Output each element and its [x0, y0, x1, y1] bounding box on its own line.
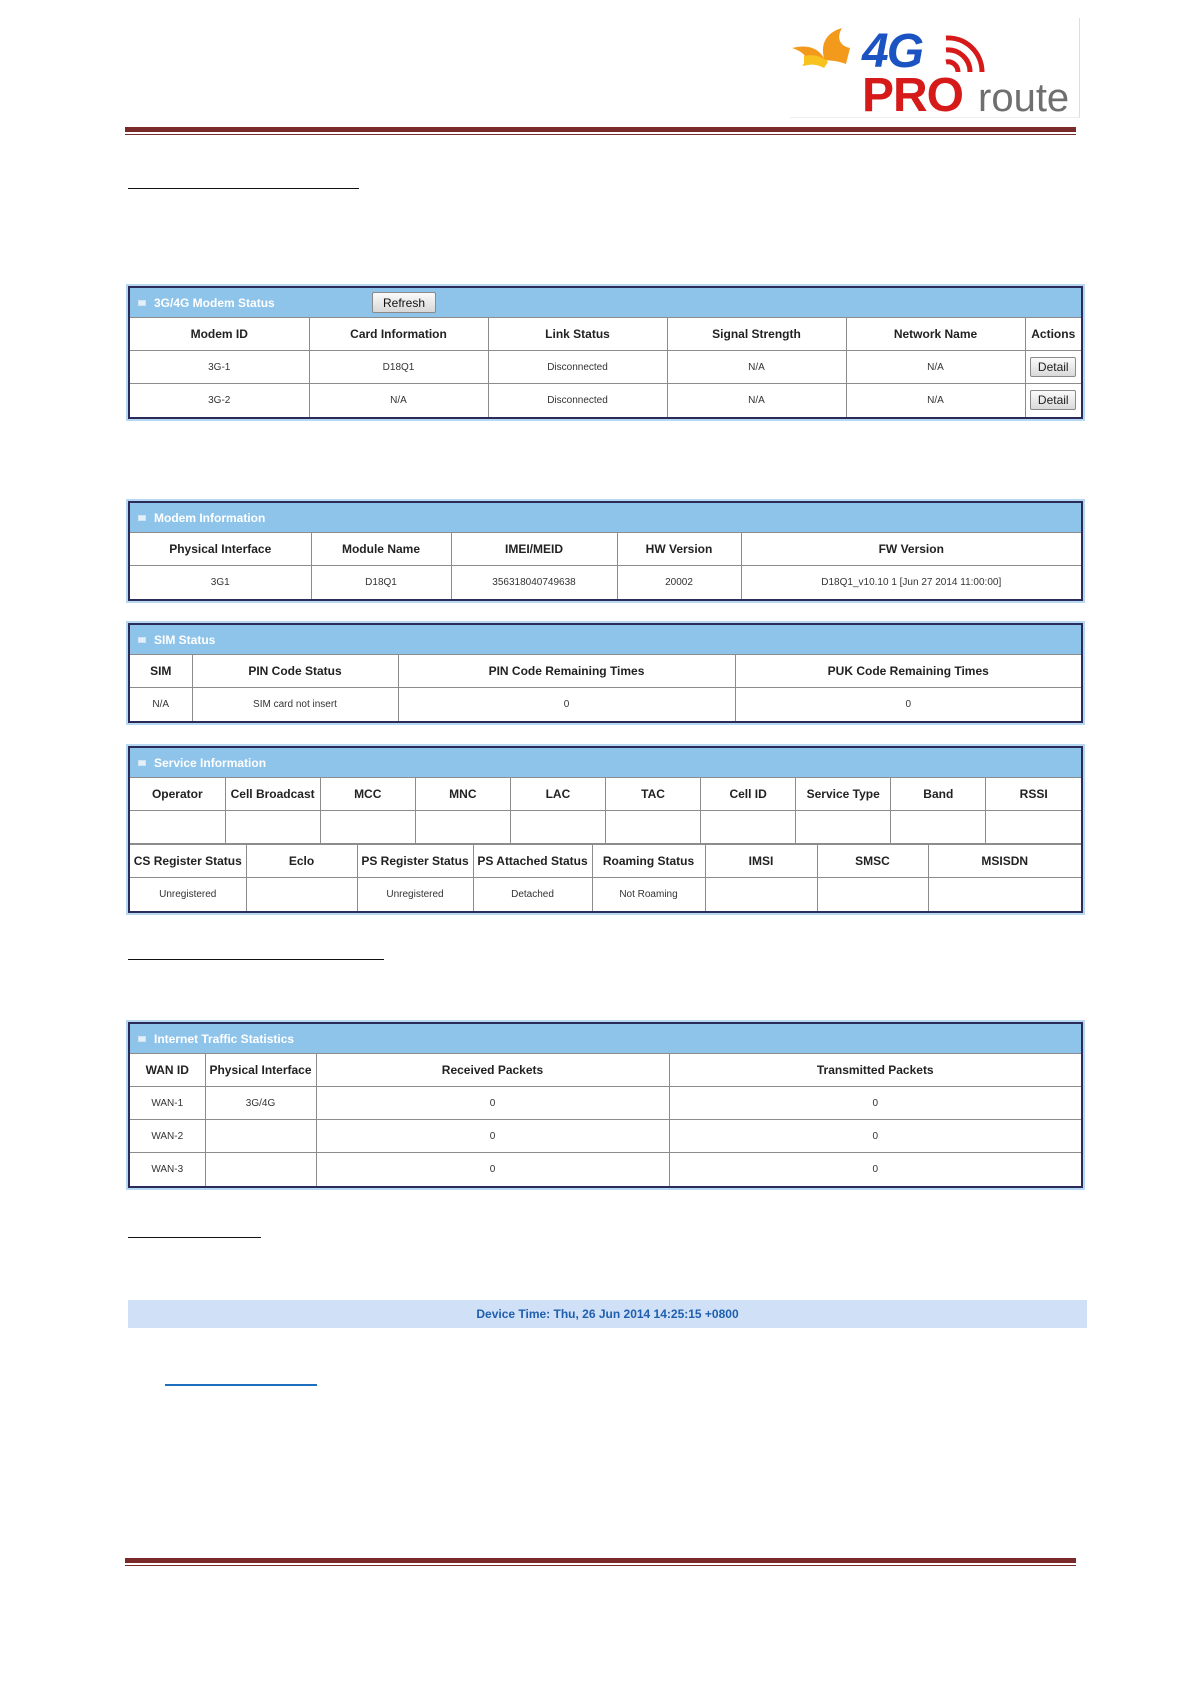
column-header: Card Information — [309, 318, 488, 351]
link-status-cell: Disconnected — [488, 351, 667, 384]
collapse-icon[interactable] — [138, 760, 146, 766]
panel-header — [130, 748, 1081, 777]
lac-cell — [510, 811, 605, 844]
hw-version-cell: 20002 — [617, 566, 741, 599]
link-underline — [165, 1384, 317, 1386]
modem-info-table — [130, 532, 1081, 599]
card-info-cell: N/A — [309, 384, 488, 417]
service-info-panel — [128, 746, 1083, 913]
service-info-table-2 — [130, 844, 1081, 911]
column-header: PIN Code Status — [192, 655, 398, 688]
column-header: Signal Strength — [667, 318, 846, 351]
fw-version-cell: D18Q1_v10.10 1 [Jun 27 2014 11:00:00] — [741, 566, 1081, 599]
section-heading-underline — [128, 1237, 261, 1238]
table-row — [130, 384, 1081, 417]
rssi-cell — [986, 811, 1081, 844]
eclo-cell — [246, 878, 357, 911]
imsi-cell — [705, 878, 817, 911]
sim-status-panel — [128, 623, 1083, 723]
column-header: Operator — [130, 778, 225, 811]
cs-register-cell: Unregistered — [130, 878, 246, 911]
column-header: Network Name — [846, 318, 1025, 351]
signal-cell: N/A — [667, 384, 846, 417]
logo-4g-text: 4G — [862, 25, 923, 78]
footer-rule — [125, 1558, 1076, 1566]
puk-remaining-cell: 0 — [735, 688, 1081, 721]
column-header: SIM — [130, 655, 192, 688]
service-type-cell — [796, 811, 891, 844]
table-row — [130, 811, 1081, 844]
refresh-button[interactable]: Refresh — [372, 292, 436, 313]
column-header: PS Attached Status — [473, 845, 592, 878]
traffic-stats-panel — [128, 1022, 1083, 1188]
ps-register-cell: Unregistered — [357, 878, 473, 911]
sim-cell: N/A — [130, 688, 192, 721]
device-time-bar — [128, 1300, 1087, 1328]
table-row — [130, 1153, 1081, 1186]
panel-header — [130, 503, 1081, 532]
logo-route-text: route — [978, 76, 1070, 120]
column-header: TAC — [605, 778, 700, 811]
column-header: Physical Interface — [205, 1054, 316, 1087]
rx-cell: 0 — [316, 1087, 669, 1120]
interface-cell: 3G1 — [130, 566, 311, 599]
section-heading-underline — [128, 188, 359, 189]
table-row — [130, 1120, 1081, 1153]
smsc-cell — [817, 878, 928, 911]
modem-status-panel — [128, 286, 1083, 419]
column-header: IMSI — [705, 845, 817, 878]
tx-cell: 0 — [669, 1087, 1081, 1120]
tac-cell — [605, 811, 700, 844]
column-header: IMEI/MEID — [451, 533, 617, 566]
column-header: FW Version — [741, 533, 1081, 566]
modem-status-table — [130, 317, 1081, 417]
column-header: SMSC — [817, 845, 928, 878]
table-row — [130, 566, 1081, 599]
column-header: MCC — [320, 778, 415, 811]
column-header: PIN Code Remaining Times — [398, 655, 735, 688]
tx-cell: 0 — [669, 1153, 1081, 1186]
panel-title: Internet Traffic Statistics — [154, 1031, 295, 1046]
detail-button[interactable]: Detail — [1030, 357, 1076, 377]
device-time-text: Device Time: Thu, 26 Jun 2014 14:25:15 +0800 — [476, 1307, 739, 1321]
panel-title: 3G/4G Modem Status — [154, 295, 275, 310]
panel-title: Modem Information — [154, 510, 266, 525]
column-header: Cell Broadcast — [225, 778, 320, 811]
column-header: CS Register Status — [130, 845, 246, 878]
mcc-cell — [320, 811, 415, 844]
column-header: Service Type — [796, 778, 891, 811]
detail-button[interactable]: Detail — [1030, 390, 1076, 410]
column-header: Actions — [1025, 318, 1081, 351]
column-header: Band — [891, 778, 986, 811]
column-header: Link Status — [488, 318, 667, 351]
column-header: MSISDN — [928, 845, 1081, 878]
brand-logo — [790, 18, 1080, 122]
rx-cell: 0 — [316, 1120, 669, 1153]
roaming-cell: Not Roaming — [592, 878, 705, 911]
signal-cell: N/A — [667, 351, 846, 384]
column-header: PS Register Status — [357, 845, 473, 878]
sim-status-table — [130, 654, 1081, 721]
collapse-icon[interactable] — [138, 1036, 146, 1042]
collapse-icon[interactable] — [138, 515, 146, 521]
cell-id-cell — [701, 811, 796, 844]
interface-cell: 3G/4G — [205, 1087, 316, 1120]
link-status-cell: Disconnected — [488, 384, 667, 417]
interface-cell — [205, 1120, 316, 1153]
column-header: Physical Interface — [130, 533, 311, 566]
modem-id-cell: 3G-2 — [130, 384, 309, 417]
column-header: Received Packets — [316, 1054, 669, 1087]
column-header: Modem ID — [130, 318, 309, 351]
column-header: WAN ID — [130, 1054, 205, 1087]
imei-cell: 356318040749638 — [451, 566, 617, 599]
header-rule — [125, 127, 1076, 135]
mnc-cell — [415, 811, 510, 844]
column-header: RSSI — [986, 778, 1081, 811]
wan-id-cell: WAN-1 — [130, 1087, 205, 1120]
collapse-icon[interactable] — [138, 637, 146, 643]
table-row — [130, 688, 1081, 721]
wan-id-cell: WAN-2 — [130, 1120, 205, 1153]
panel-header — [130, 1024, 1081, 1053]
operator-cell — [130, 811, 225, 844]
pin-status-cell: SIM card not insert — [192, 688, 398, 721]
table-row — [130, 1087, 1081, 1120]
service-info-table-1 — [130, 777, 1081, 844]
pin-remaining-cell: 0 — [398, 688, 735, 721]
column-header: HW Version — [617, 533, 741, 566]
panel-header — [130, 288, 1081, 317]
collapse-icon[interactable] — [138, 300, 146, 306]
column-header: Roaming Status — [592, 845, 705, 878]
column-header: LAC — [510, 778, 605, 811]
actions-cell — [1025, 384, 1081, 417]
tx-cell: 0 — [669, 1120, 1081, 1153]
panel-header — [130, 625, 1081, 654]
column-header: MNC — [415, 778, 510, 811]
modem-info-panel — [128, 501, 1083, 601]
panel-title: Service Information — [154, 755, 267, 770]
wan-id-cell: WAN-3 — [130, 1153, 205, 1186]
cell-broadcast-cell — [225, 811, 320, 844]
actions-cell — [1025, 351, 1081, 384]
network-cell: N/A — [846, 384, 1025, 417]
card-info-cell: D18Q1 — [309, 351, 488, 384]
column-header: Module Name — [311, 533, 451, 566]
ps-attached-cell: Detached — [473, 878, 592, 911]
column-header: Eclo — [246, 845, 357, 878]
table-row — [130, 351, 1081, 384]
panel-title: SIM Status — [154, 632, 216, 647]
network-cell: N/A — [846, 351, 1025, 384]
module-cell: D18Q1 — [311, 566, 451, 599]
msisdn-cell — [928, 878, 1081, 911]
section-heading-underline — [128, 959, 384, 960]
traffic-stats-table — [130, 1053, 1081, 1186]
column-header: PUK Code Remaining Times — [735, 655, 1081, 688]
rx-cell: 0 — [316, 1153, 669, 1186]
column-header: Transmitted Packets — [669, 1054, 1081, 1087]
logo-pro-text: PRO — [862, 69, 964, 122]
band-cell — [891, 811, 986, 844]
column-header: Cell ID — [701, 778, 796, 811]
table-row — [130, 878, 1081, 911]
interface-cell — [205, 1153, 316, 1186]
modem-id-cell: 3G-1 — [130, 351, 309, 384]
